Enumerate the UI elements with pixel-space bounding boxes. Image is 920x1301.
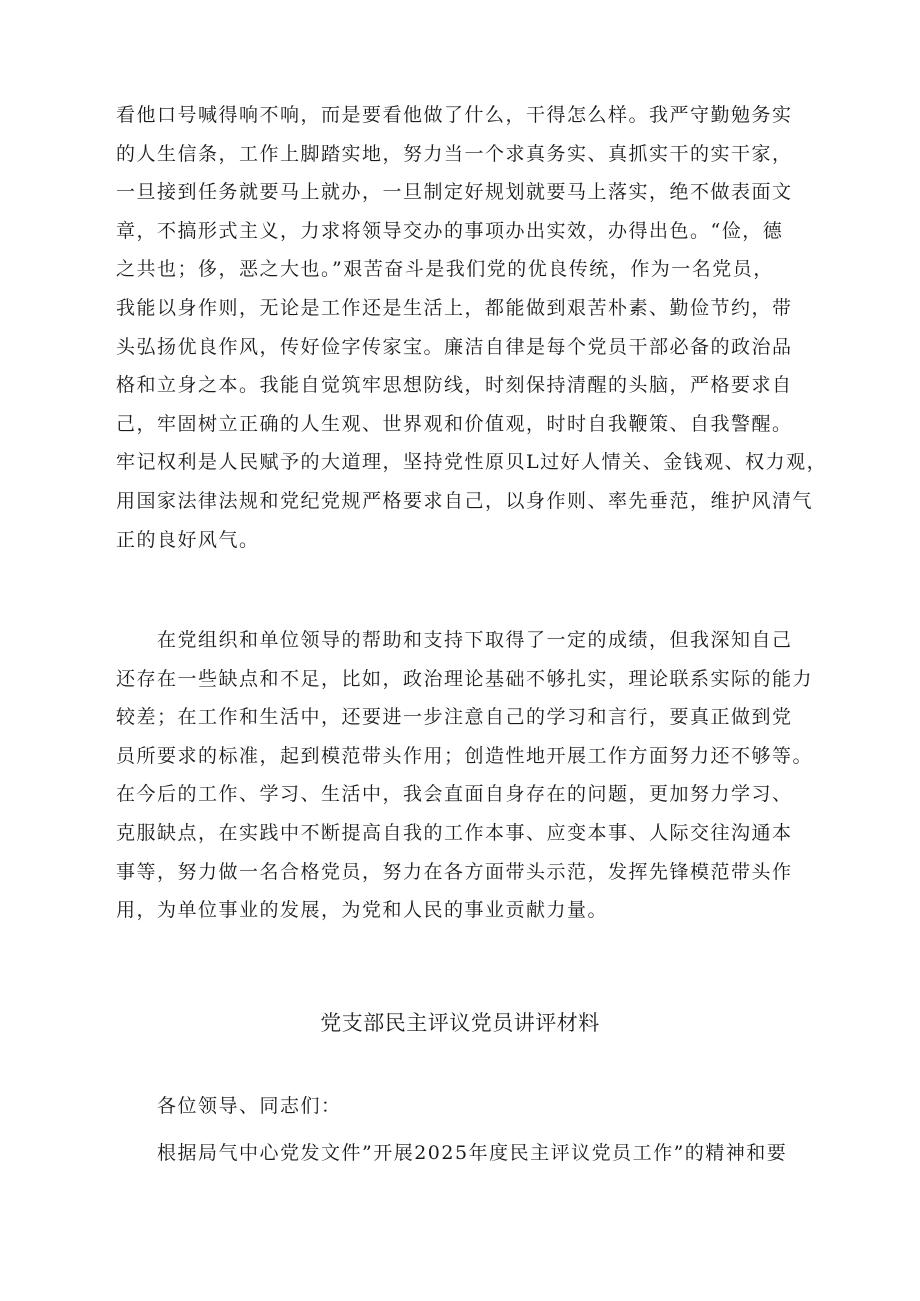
text-line: 事等，努力做一名合格党员，努力在各方面带头示范，发挥先锋模范带头作: [116, 860, 793, 883]
paragraph-1: [116, 96, 834, 559]
text-line: 正的良好风气。: [116, 528, 260, 551]
text-line: 牢记权利是人民赋予的大道理，坚持党性原贝L过好人情关、金钱观、权力观，: [116, 451, 828, 474]
text-line: 克服缺点，在实践中不断提高自我的工作本事、应变本事、人际交往沟通本: [116, 821, 793, 844]
text-line: 的人生信条，工作上脚踏实地，努力当一个求真务实、真抓实干的实干家，: [116, 142, 793, 165]
text-line: 之共也；侈，恶之大也。”艰苦奋斗是我们党的优良传统，作为一名党员，: [116, 258, 774, 281]
text-line: 一旦接到任务就要马上就办，一旦制定好规划就要马上落实，绝不做表面文: [116, 181, 793, 204]
text-line: 在党组织和单位领导的帮助和支持下取得了一定的成绩，但我深知自己: [116, 629, 793, 651]
text-line: 员所要求的标准，起到模范带头作用；创造性地开展工作方面努力还不够等。: [116, 744, 814, 767]
greeting-line: 各位领导、同志们：: [116, 1095, 342, 1117]
paragraph-3: [116, 1134, 834, 1173]
text-line: 还存在一些缺点和不足，比如，政治理论基础不够扎实，理论联系实际的能力: [116, 667, 814, 690]
document-title: 党支部民主评议党员讲评材料: [320, 1011, 600, 1035]
greeting: [116, 1087, 834, 1126]
text-line: 我能以身作则，无论是工作还是生活上，都能做到艰苦朴素、勤俭节约，带: [116, 296, 793, 319]
text-line: 格和立身之本。我能自觉筑牢思想防线，时刻保持清醒的头脑，严格要求自: [116, 374, 793, 397]
text-line: 己，牢固树立正确的人生观、世界观和价值观，时时自我鞭策、自我警醒。: [116, 412, 793, 435]
text-line: 头弘扬优良作风，传好俭字传家宝。廉洁自律是每个党员干部必备的政治品: [116, 335, 793, 358]
text-line: 用国家法律法规和党纪党规严格要求自己，以身作则、率先垂范，维护风清气: [116, 489, 814, 512]
paragraph-2: [116, 621, 834, 930]
text-line: 较差；在工作和生活中，还要进一步注意自己的学习和言行，要真正做到党: [116, 706, 793, 729]
text-line: 用，为单位事业的发展，为党和人民的事业贡献力量。: [116, 899, 609, 922]
text-line: 在今后的工作、学习、生活中，我会直面自身存在的问题，更加努力学习、: [116, 783, 793, 806]
text-line: 章，不搞形式主义，力求将领导交办的事项办出实效，办得出色。“俭，德: [116, 219, 784, 242]
text-line: 根据局气中心党发文件”开展2025年度民主评议党员工作”的精神和要: [116, 1142, 788, 1164]
text-line: 看他口号喊得响不响，而是要看他做了什么，干得怎么样。我严守勤勉务实: [116, 104, 793, 126]
